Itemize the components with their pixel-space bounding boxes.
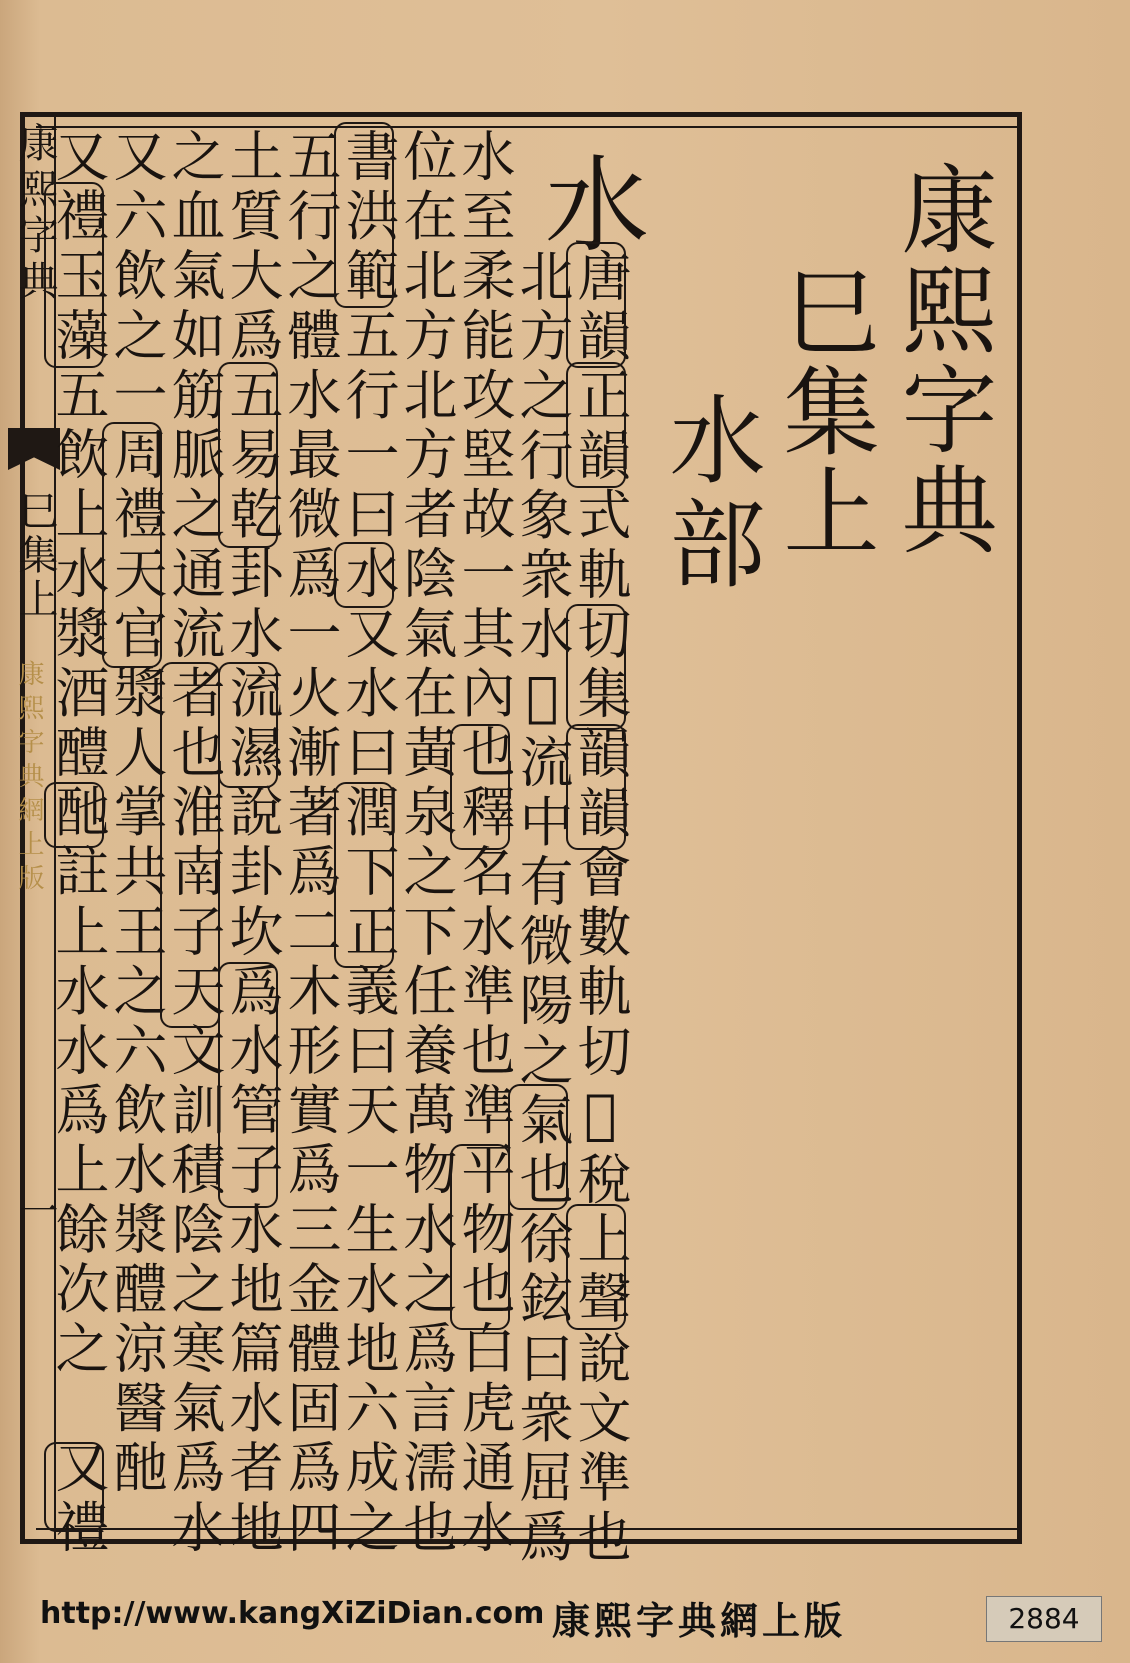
citation-box xyxy=(450,1144,510,1330)
citation-box xyxy=(334,542,394,608)
text-column: 書洪範五行一曰水又水曰潤下正義曰天一生水地六成之 xyxy=(337,128,400,1559)
text-column: 位在北方北方者陰氣在黃泉之下任養萬物水之爲言濡也 xyxy=(395,128,458,1559)
citation-box xyxy=(334,782,394,968)
text-column: 唐韻正韻式軌切集韻韻會數軌切𡴳稅上聲說文準也 xyxy=(569,248,632,1569)
citation-box xyxy=(566,242,626,368)
citation-box xyxy=(508,1084,568,1210)
citation-box xyxy=(218,962,278,1208)
citation-box xyxy=(450,724,510,850)
citation-box xyxy=(160,662,220,1028)
citation-box xyxy=(334,122,394,308)
gutter-watermark: 康熙字典網上版 xyxy=(14,660,44,898)
text-column: 土質大爲五易乾卦水流濕說卦坎爲水管子水地篇水者地 xyxy=(221,128,284,1559)
text-column: 水至柔能攻堅故一其內也釋名水準也準平物也白虎通水 xyxy=(453,128,516,1559)
citation-box xyxy=(44,782,104,848)
edition-label: 康熙字典網上版 xyxy=(552,1598,847,1643)
text-column: 之血氣如筋脈之通流者也淮南子天文訓積陰之寒氣爲水 xyxy=(163,128,226,1559)
text-column: 又六飲之一周禮天官漿人掌共王之六飲水漿醴涼醫酏 xyxy=(105,128,168,1499)
citation-box xyxy=(566,604,626,730)
text-column: 北方之行象衆水𡴳流中有微陽之氣也徐鉉曰衆屈爲 xyxy=(511,248,574,1569)
site-url[interactable]: http://www.kangXiZiDian.com xyxy=(40,1596,545,1631)
page-number: 2884 xyxy=(986,1596,1102,1642)
book-title: 康熙字典 xyxy=(886,160,998,560)
gutter-volume: 巳集上 xyxy=(12,490,58,622)
headword: 水 xyxy=(527,150,649,254)
gutter-book-title: 康熙字典 xyxy=(12,122,58,306)
citation-box xyxy=(566,362,626,488)
radical-title: 水部 xyxy=(654,390,766,598)
citation-box xyxy=(566,1204,626,1330)
citation-box xyxy=(44,1442,104,1532)
text-column: 五行之體水最微爲一火漸著爲二木形實爲三金體固爲四 xyxy=(279,128,342,1559)
volume-title: 巳集上 xyxy=(768,262,880,562)
gutter-leaf-number: 一 xyxy=(12,1190,58,1230)
citation-box xyxy=(566,724,626,850)
citation-box xyxy=(218,662,278,788)
citation-box xyxy=(218,362,278,548)
citation-box xyxy=(44,182,104,368)
citation-box xyxy=(102,422,162,668)
text-column: 又禮玉藻五飲上水漿酒醴酏註上水水爲上餘次之 又禮 xyxy=(47,128,110,1559)
